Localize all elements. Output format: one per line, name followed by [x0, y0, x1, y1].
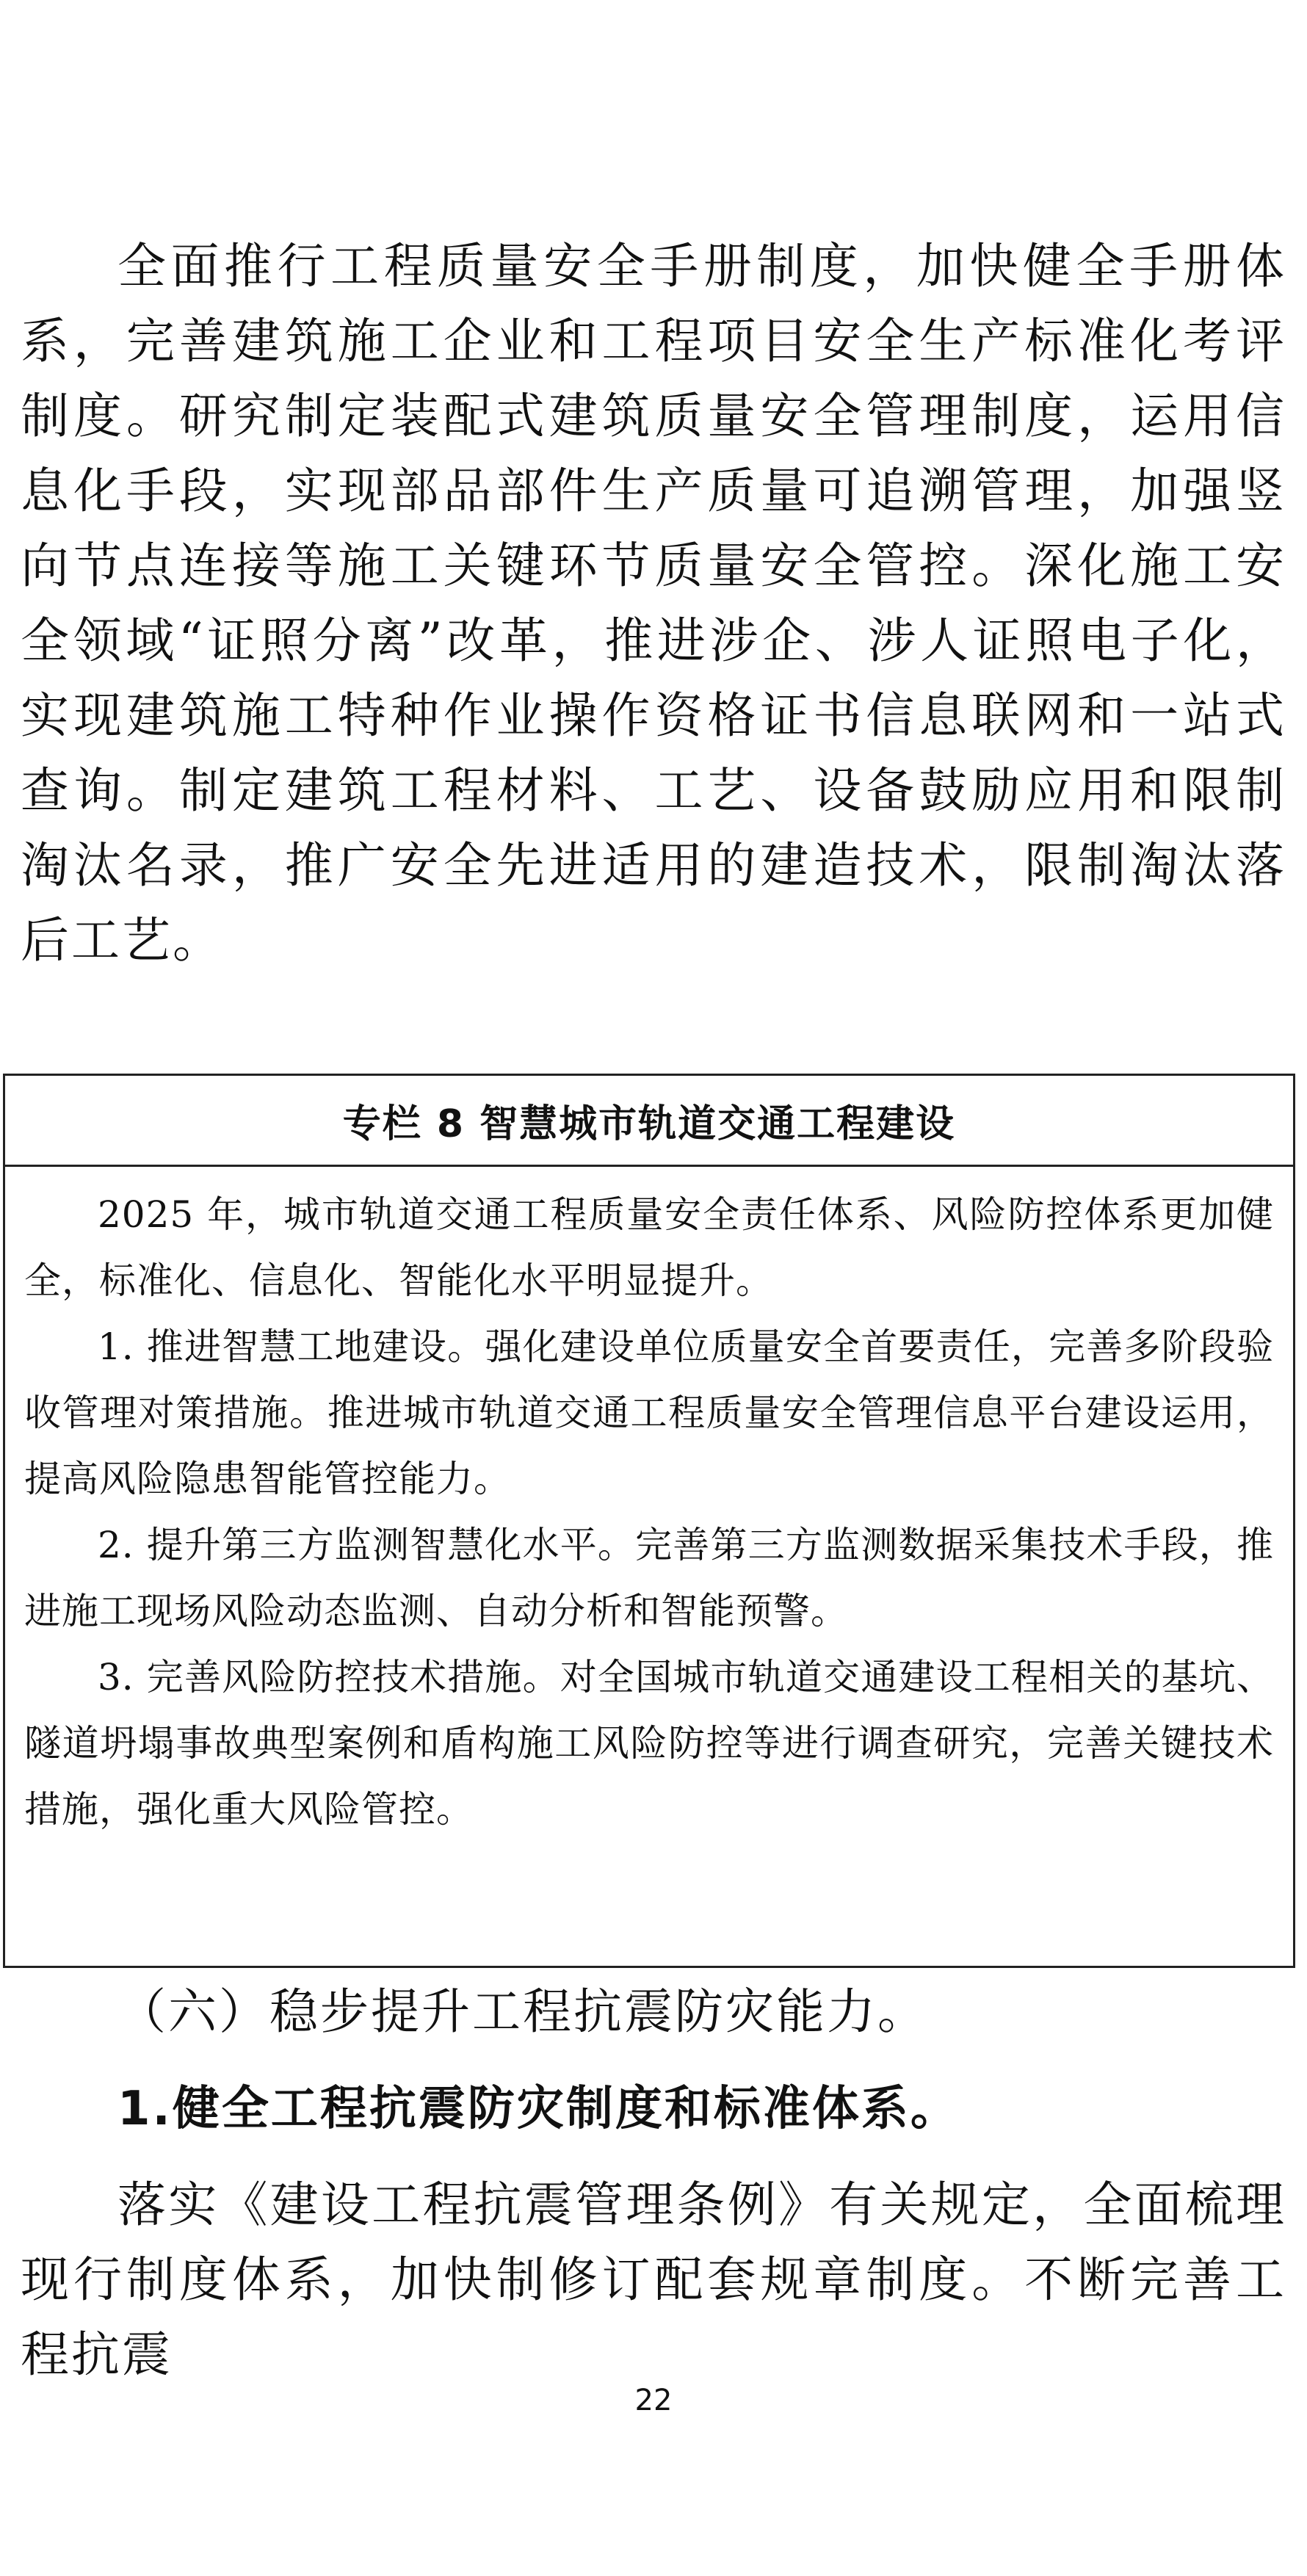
body-paragraph: 落实《建设工程抗震管理条例》有关规定，全面梳理现行制度体系，加快制修订配套规章制度。不断完善工程抗震	[21, 2177, 1286, 2383]
column-box-paragraph: 3. 完善风险防控技术措施。对全国城市轨道交通建设工程相关的基坑、隧道坍塌事故典型案例和盾构施工风险防控等进行调查研究，完善关键技术措施，强化重大风险管控。	[24, 1656, 1274, 1831]
subsection-heading: 1.健全工程抗震防灾制度和标准体系。	[117, 2082, 960, 2136]
column-box	[3, 1074, 1295, 1968]
body-paragraph: 全面推行工程质量安全手册制度，加快健全手册体系，完善建筑施工企业和工程项目安全生产标准化考评制度。研究制定装配式建筑质量安全管理制度，运用信息化手段，实现部品部件生产质量可追溯管理，加强竖向节点连接等施工关键环节质量安全管控。深化施工安全领域“证照分离”改革，推进涉企、涉人证照电子化，实现建筑施工特种作业操作资格证书信息联网和一站式查询。制定建筑工程材料、工艺、设备鼓励应用和限制淘汰名录，推广安全先进适用的建造技术，限制淘汰落后工艺。	[21, 238, 1286, 969]
column-box-paragraph: 2025 年，城市轨道交通工程质量安全责任体系、风险防控体系更加健全，标准化、信息化、智能化水平明显提升。	[24, 1193, 1274, 1302]
column-box-title: 专栏 8 智慧城市轨道交通工程建设	[5, 1076, 1293, 1167]
column-box-paragraph: 2. 提升第三方监测智慧化水平。完善第三方监测数据采集技术手段，推进施工现场风险动态监测、自动分析和智能预警。	[24, 1524, 1274, 1632]
column-box-body	[5, 1167, 1293, 1842]
column-box-paragraph: 1. 推进智慧工地建设。强化建设单位质量安全首要责任，完善多阶段验收管理对策措施。推进城市轨道交通工程质量安全管理信息平台建设运用，提高风险隐患智能管控能力。	[24, 1325, 1274, 1500]
section-heading: （六）稳步提升工程抗震防灾能力。	[117, 1983, 928, 2040]
page-number: 22	[634, 2384, 673, 2417]
